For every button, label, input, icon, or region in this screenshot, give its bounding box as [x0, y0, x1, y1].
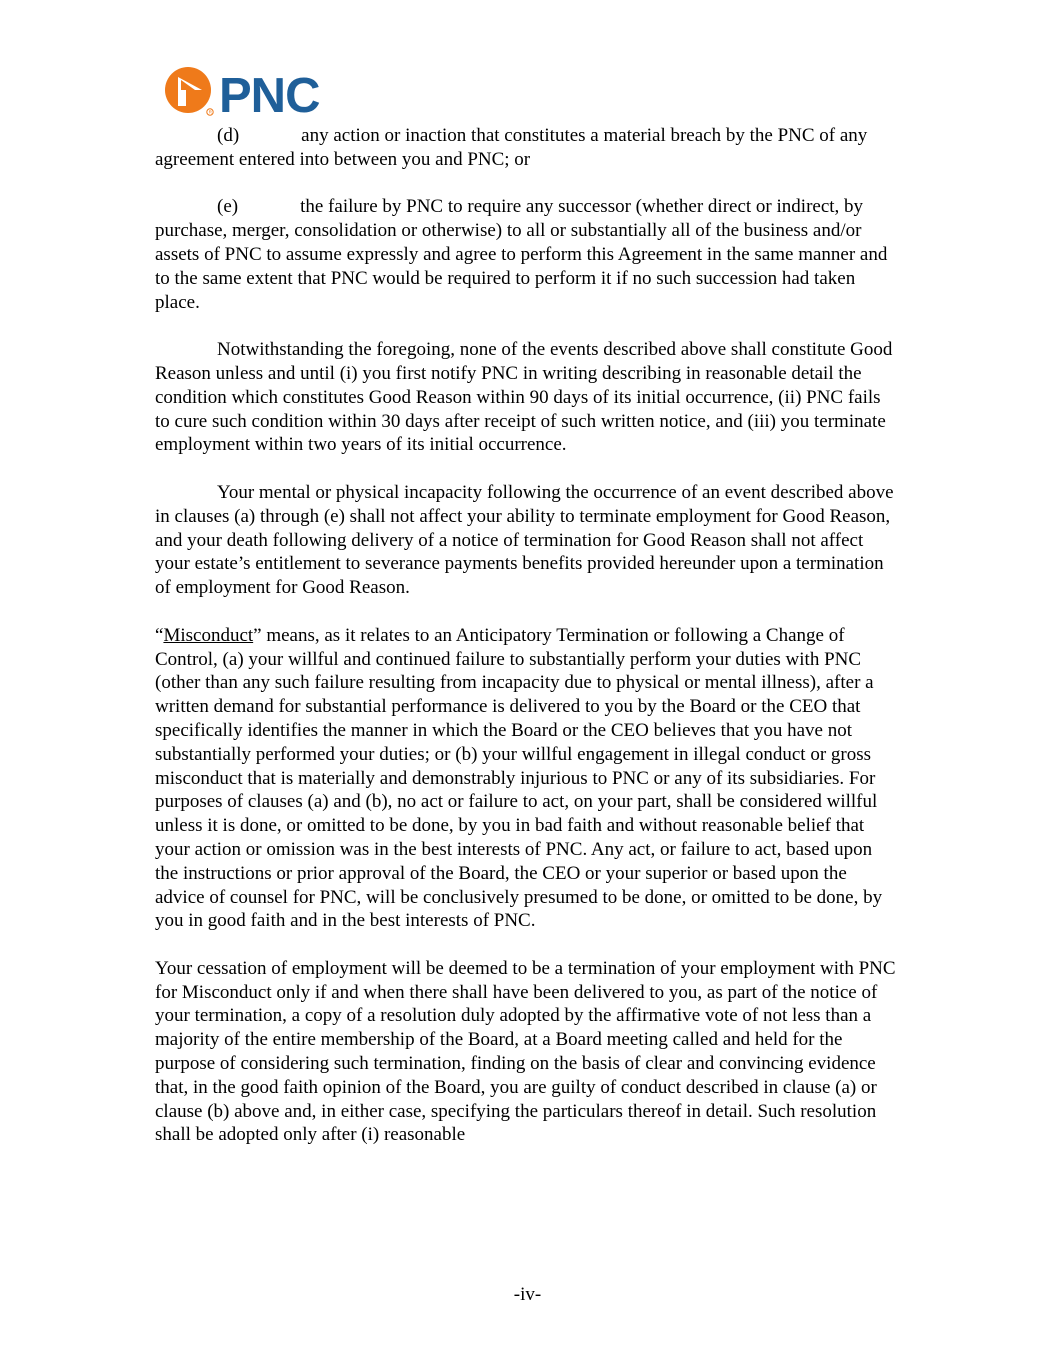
pnc-logo-icon [164, 66, 339, 118]
cessation-paragraph: Your cessation of employment will be deemed to be a termination of your employment with PNC for Misconduct only if and when there shall have been delivered to you, as part of the notice of your termination, a copy of a resolution duly adopted by the affirmative vote of not less than a majority of the entire membership of the Board, at a Board meeting called and held for the purpose of considering such termination, finding on the basis of clear and convincing evidence that, in the good faith opinion of the Board, you are guilty of conduct described in clause (a) or clause (b) above and, in either case, specifying the particulars thereof in detail. Such resolution shall be adopted only after (i) reasonable [155, 957, 896, 1146]
clause-d-text: any action or inaction that constitutes a material breach by the PNC of any agreement entered into between you and PNC; or [155, 125, 868, 170]
brand-name: PNC [219, 69, 320, 118]
misconduct-term: Misconduct [163, 624, 254, 646]
notwithstanding-paragraph: Notwithstanding the foregoing, none of the events described above shall constitute Good Reason unless and until (i) you first notify PNC in writing describing in reasonable detail the condition which constitutes Good Reason within 90 days of its initial occurrence, (ii) PNC fails to cure such condition within 30 days after receipt of such written notice, and (iii) you terminate employment within two years of its initial occurrence. [155, 339, 893, 456]
clause-e-label: (e) [217, 196, 239, 218]
clause-d-label: (d) [217, 125, 240, 146]
svg-text:R: R [208, 109, 212, 115]
clause-e [155, 195, 900, 314]
misconduct-text: ” means, as it relates to an Anticipatory Termination or following a Change of Control, (a) your willful and continued failure to substantially perform your duties with PNC (other than any such failure resulting from incapacity due to physical or mental illness), after a written demand for substantial performance is delivered to you by the Board or the CEO that specifically identifies the manner in which the Board or the CEO believes that you have not substantially performed your duties; or (b) your willful engagement in illegal conduct or gross misconduct that is materially and demonstrably injurious to PNC or any of its subsidiaries. For purposes of clauses (a) and (b), no act or failure to act, on your part, shall be considered willful unless it is done, or omitted to be done, by you in bad faith and without reasonable belief that your action or omission was in the best interests of PNC. Any act, or failure to act, based upon the instructions or prior approval of the Board, the CEO or your superior or based upon the advice of counsel for PNC, will be conclusively presumed to be done, or omitted to be done, by you in good faith and in the best interests of PNC. [155, 624, 883, 932]
document-body [155, 124, 900, 1171]
misconduct-definition [155, 624, 900, 933]
clause-d [155, 124, 900, 172]
pnc-logo [164, 66, 339, 118]
clause-e-text: the failure by PNC to require any successor (whether direct or indirect, by purchase, merger, consolidation or otherwise) to all or substantially all of the business and/or assets of PNC to assume expressly and agree to perform this Agreement in the same manner and to the same extent that PNC would be required to perform it if no such succession had taken place. [155, 196, 888, 313]
page-number: -iv- [513, 1284, 542, 1305]
misconduct-open-quote: “ [155, 624, 164, 646]
incapacity-paragraph: Your mental or physical incapacity following the occurrence of an event described above in clauses (a) through (e) shall not affect your ability to terminate employment for Good Reason, and your death following delivery of a notice of termination for Good Reason shall not affect your estate’s entitlement to severance payments benefits provided hereunder upon a termination of employment for Good Reason. [155, 481, 894, 599]
